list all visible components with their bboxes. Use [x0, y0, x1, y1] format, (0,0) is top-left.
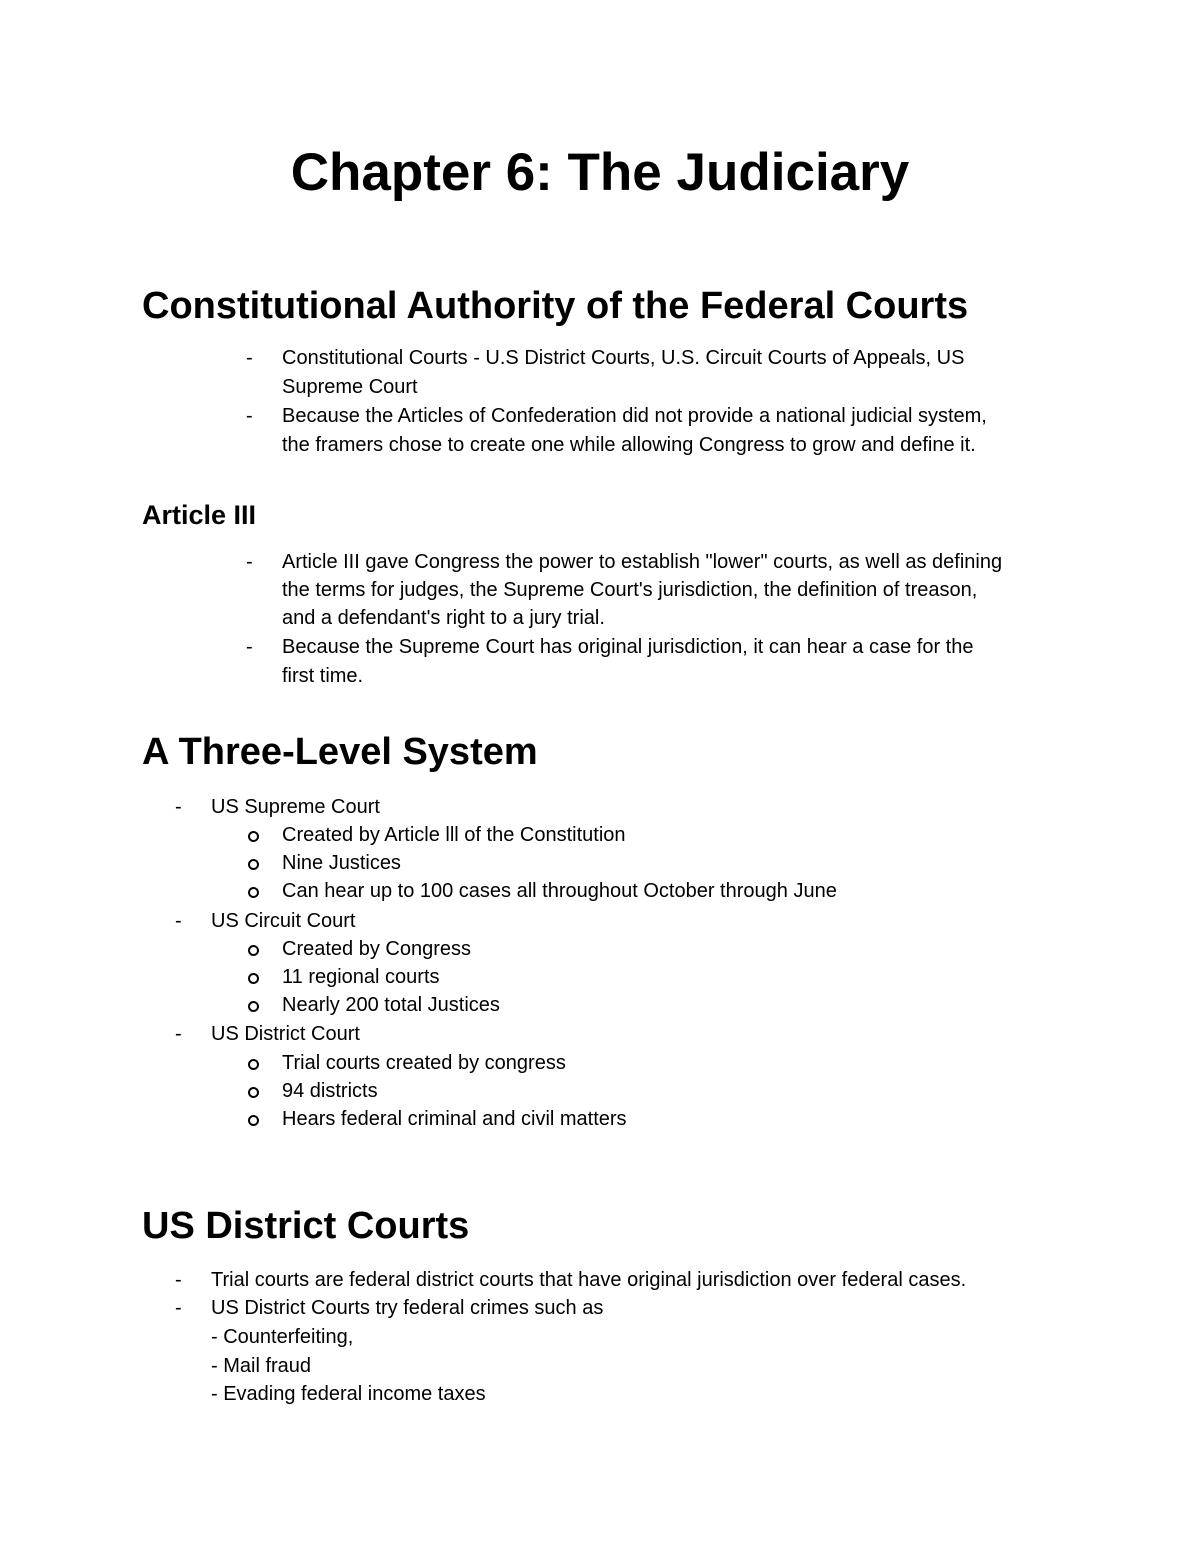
bullet-text-line: and a defendant's right to a jury trial. — [282, 607, 605, 629]
sub-list-item: Created by Article lll of the Constitution — [282, 824, 626, 846]
circle-bullet-icon — [248, 887, 259, 898]
bullet-dash: - — [175, 910, 182, 932]
bullet-text-line: Supreme Court — [282, 376, 418, 398]
heading-three-level-system: A Three-Level System — [142, 731, 538, 773]
bullet-dash: - — [246, 405, 253, 427]
bullet-dash: - — [175, 1297, 182, 1319]
crime-item: - Evading federal income taxes — [211, 1383, 486, 1405]
bullet-text-line: Constitutional Courts - U.S District Courts, U.S. Circuit Courts of Appeals, US — [282, 347, 965, 369]
list-item-circuit-court: US Circuit Court — [211, 910, 356, 932]
sub-list-item: Nine Justices — [282, 852, 401, 874]
bullet-dash: - — [246, 347, 253, 369]
bullet-text-line: US District Courts try federal crimes such as — [211, 1297, 604, 1319]
list-item-district-court: US District Court — [211, 1023, 360, 1045]
bullet-dash: - — [175, 796, 182, 818]
sub-list-item: Trial courts created by congress — [282, 1052, 566, 1074]
circle-bullet-icon — [248, 945, 259, 956]
bullet-text-line: Trial courts are federal district courts that have original jurisdiction over federal cases. — [211, 1269, 967, 1291]
circle-bullet-icon — [248, 1059, 259, 1070]
circle-bullet-icon — [248, 831, 259, 842]
heading-article-iii: Article III — [142, 500, 257, 530]
sub-list-item: Nearly 200 total Justices — [282, 994, 500, 1016]
bullet-text-line: the framers chose to create one while allowing Congress to grow and define it. — [282, 434, 976, 456]
circle-bullet-icon — [248, 973, 259, 984]
sub-list-item: 11 regional courts — [282, 966, 440, 988]
sub-list-item: Created by Congress — [282, 938, 471, 960]
heading-constitutional-authority: Constitutional Authority of the Federal Courts — [142, 285, 969, 327]
bullet-text-line: Article III gave Congress the power to establish "lower" courts, as well as defining — [282, 551, 1003, 573]
list-item-supreme-court: US Supreme Court — [211, 796, 380, 818]
bullet-dash: - — [175, 1023, 182, 1045]
bullet-text-line: the terms for judges, the Supreme Court's jurisdiction, the definition of treason, — [282, 579, 978, 601]
sub-list-item: Can hear up to 100 cases all throughout October through June — [282, 880, 837, 902]
bullet-text-line: Because the Articles of Confederation did not provide a national judicial system, — [282, 405, 987, 427]
sub-list-item: 94 districts — [282, 1080, 378, 1102]
circle-bullet-icon — [248, 859, 259, 870]
sub-list-item: Hears federal criminal and civil matters — [282, 1108, 627, 1130]
page-title: Chapter 6: The Judiciary — [290, 143, 910, 202]
bullet-dash: - — [175, 1269, 182, 1291]
crime-item: - Mail fraud — [211, 1355, 312, 1377]
heading-us-district-courts: US District Courts — [142, 1205, 470, 1247]
bullet-dash: - — [246, 636, 253, 658]
circle-bullet-icon — [248, 1087, 259, 1098]
circle-bullet-icon — [248, 1115, 259, 1126]
bullet-dash: - — [246, 551, 253, 573]
circle-bullet-icon — [248, 1001, 259, 1012]
bullet-text-line: Because the Supreme Court has original jurisdiction, it can hear a case for the — [282, 636, 974, 658]
crime-item: - Counterfeiting, — [211, 1326, 354, 1348]
bullet-text-line: first time. — [282, 665, 364, 687]
